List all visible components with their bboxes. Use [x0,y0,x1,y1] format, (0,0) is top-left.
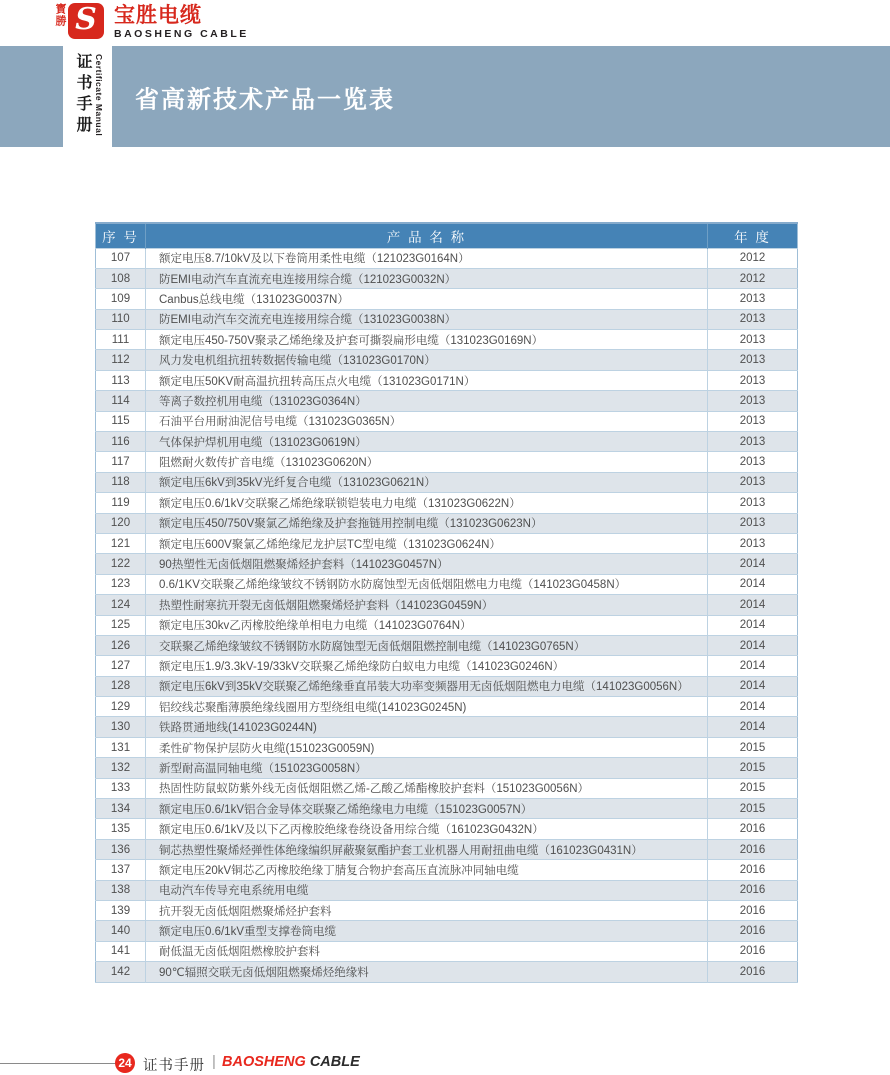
spine-title-english: Certificate Manual [94,54,104,137]
table-row [96,962,798,982]
products-table [95,222,798,983]
cell-name: 额定电压600V聚氯乙烯绝缘尼龙护层TC型电缆（131023G0624N） [146,533,708,553]
cell-year: 2016 [708,941,798,961]
cell-no: 131 [96,737,146,757]
cell-no: 120 [96,513,146,533]
cell-no: 110 [96,309,146,329]
table-row [96,411,798,431]
cell-year: 2013 [708,533,798,553]
cell-year: 2015 [708,799,798,819]
cell-name: 柔性矿物保护层防火电缆(151023G0059N) [146,737,708,757]
cell-no: 112 [96,350,146,370]
cell-no: 138 [96,880,146,900]
table-row [96,635,798,655]
cell-name: 抗开裂无卤低烟阻燃聚烯烃护套料 [146,901,708,921]
table-row [96,921,798,941]
cell-name: 新型耐高温同轴电缆（151023G0058N） [146,758,708,778]
cell-no: 113 [96,370,146,390]
cell-year: 2013 [708,472,798,492]
column-header-number: 序 号 [96,223,146,248]
cell-no: 116 [96,432,146,452]
cell-no: 139 [96,901,146,921]
page-number-badge: 24 [115,1053,135,1073]
cell-name: 额定电压50KV耐高温抗扭转高压点火电缆（131023G0171N） [146,370,708,390]
cell-year: 2012 [708,248,798,268]
brand-name-chinese: 宝胜电缆 [114,4,202,27]
cell-year: 2013 [708,309,798,329]
spine-title-chinese: 证书手册 [74,53,91,137]
cell-no: 142 [96,962,146,982]
cell-no: 118 [96,472,146,492]
page-title: 省高新技术产品一览表 [135,86,395,113]
cell-year: 2016 [708,839,798,859]
cell-year: 2014 [708,615,798,635]
logo-seal-text: 寳勝 [54,3,66,27]
table-row [96,676,798,696]
page-title-banner [0,46,890,147]
cell-no: 124 [96,595,146,615]
cell-year: 2016 [708,901,798,921]
cell-name: 热固性防鼠蚁防紫外线无卤低烟阻燃乙烯-乙酸乙烯酯橡胶护套料（151023G0056N） [146,778,708,798]
cell-name: 防EMI电动汽车交流充电连接用综合缆（131023G0038N） [146,309,708,329]
table-body [96,248,798,982]
cell-name: 额定电压450-750V聚录乙烯绝缘及护套可撕裂扁形电缆（131023G0169N） [146,330,708,350]
page-footer [0,1052,890,1075]
table-row [96,493,798,513]
brand-text [114,4,249,40]
table-row [96,717,798,737]
cell-name: 气体保护焊机用电缆（131023G0619N） [146,432,708,452]
cell-year: 2016 [708,921,798,941]
cell-name: 0.6/1KV交联聚乙烯绝缘皱纹不锈钢防水防腐蚀型无卤低烟阻燃电力电缆（141023G0458N） [146,574,708,594]
table-row [96,391,798,411]
cell-no: 126 [96,635,146,655]
table-row [96,574,798,594]
brand-name-english: BAOSHENG CABLE [114,28,249,41]
manual-spine [63,46,112,147]
cell-name: 石油平台用耐油泥信号电缆（131023G0365N） [146,411,708,431]
cell-year: 2013 [708,330,798,350]
table-row [96,432,798,452]
cell-name: 铜芯热塑性聚烯烃弹性体绝缘编织屏蔽聚氨酯护套工业机器人用耐扭曲电缆（161023G0431N） [146,839,708,859]
cell-year: 2013 [708,411,798,431]
cell-name: 额定电压0.6/1kV及以下乙丙橡胶绝缘卷绕设备用综合缆（161023G0432N） [146,819,708,839]
cell-year: 2014 [708,635,798,655]
footer-brand [222,1054,360,1070]
cell-no: 129 [96,697,146,717]
cell-year: 2015 [708,758,798,778]
table-row [96,778,798,798]
cell-name: 耐低温无卤低烟阻燃橡胶护套料 [146,941,708,961]
table-row [96,941,798,961]
cell-no: 127 [96,656,146,676]
cell-year: 2013 [708,452,798,472]
column-header-year: 年 度 [708,223,798,248]
cell-year: 2013 [708,493,798,513]
cell-name: 额定电压6kV到35kV交联聚乙烯绝缘垂直吊装大功率变频器用无卤低烟阻燃电力电缆（141023G0056N） [146,676,708,696]
cell-no: 128 [96,676,146,696]
cell-year: 2014 [708,656,798,676]
cell-no: 136 [96,839,146,859]
table-row [96,268,798,288]
cell-no: 134 [96,799,146,819]
cell-year: 2014 [708,717,798,737]
cell-year: 2014 [708,676,798,696]
table-row [96,901,798,921]
table-row [96,554,798,574]
cell-name: 额定电压1.9/3.3kV-19/33kV交联聚乙烯绝缘防白蚁电力电缆（141023G0246N） [146,656,708,676]
cell-no: 140 [96,921,146,941]
footer-separator: | [212,1053,216,1070]
cell-year: 2014 [708,595,798,615]
cell-no: 117 [96,452,146,472]
cell-name: 电动汽车传导充电系统用电缆 [146,880,708,900]
cell-no: 108 [96,268,146,288]
table-header-row [96,223,798,248]
cell-no: 135 [96,819,146,839]
table-row [96,350,798,370]
table-row [96,370,798,390]
cell-no: 132 [96,758,146,778]
cell-no: 137 [96,860,146,880]
cell-name: 90℃辐照交联无卤低烟阻燃聚烯烃绝缘料 [146,962,708,982]
column-header-product-name: 产 品 名 称 [146,223,708,248]
table-row [96,452,798,472]
table-row [96,758,798,778]
table-row [96,819,798,839]
cell-year: 2014 [708,554,798,574]
cell-name: 防EMI电动汽车直流充电连接用综合缆（121023G0032N） [146,268,708,288]
table-row [96,472,798,492]
table-row [96,595,798,615]
table-row [96,697,798,717]
table-row [96,309,798,329]
logo-letter: S [75,2,97,37]
cell-year: 2012 [708,268,798,288]
table-row [96,799,798,819]
cell-name: 阻燃耐火数传扩音电缆（131023G0620N） [146,452,708,472]
cell-name: 额定电压30kv乙丙橡胶绝缘单相电力电缆（141023G0764N） [146,615,708,635]
cell-year: 2013 [708,350,798,370]
footer-manual-label: 证书手册 [143,1058,205,1074]
cell-name: 风力发电机组抗扭转数据传输电缆（131023G0170N） [146,350,708,370]
table-row [96,615,798,635]
cell-no: 114 [96,391,146,411]
cell-no: 133 [96,778,146,798]
cell-name: 额定电压0.6/1kV重型支撑卷筒电缆 [146,921,708,941]
cell-no: 141 [96,941,146,961]
table-row [96,880,798,900]
table-row [96,289,798,309]
cell-no: 119 [96,493,146,513]
table-row [96,656,798,676]
cell-no: 115 [96,411,146,431]
cell-year: 2013 [708,370,798,390]
cell-name: 额定电压6kV到35kV光纤复合电缆（131023G0621N） [146,472,708,492]
cell-name: 额定电压8.7/10kV及以下卷筒用柔性电缆（121023G0164N） [146,248,708,268]
cell-name: 等离子数控机用电缆（131023G0364N） [146,391,708,411]
cell-no: 109 [96,289,146,309]
cell-year: 2016 [708,860,798,880]
products-table-wrapper [95,222,798,983]
cell-year: 2015 [708,737,798,757]
table-row [96,737,798,757]
cell-year: 2016 [708,819,798,839]
cell-name: 热塑性耐寒抗开裂无卤低烟阻燃聚烯烃护套料（141023G0459N） [146,595,708,615]
cell-name: 90热塑性无卤低烟阻燃聚烯烃护套料（141023G0457N） [146,554,708,574]
table-row [96,839,798,859]
baosheng-s-logo-icon [68,3,104,39]
cell-name: 额定电压0.6/1kV交联聚乙烯绝缘联锁铠装电力电缆（131023G0622N） [146,493,708,513]
footer-brand-dark: CABLE [309,1054,360,1070]
cell-name: 额定电压0.6/1kV铝合金导体交联聚乙烯绝缘电力电缆（151023G0057N） [146,799,708,819]
cell-name: 铁路贯通地线(141023G0244N) [146,717,708,737]
table-row [96,248,798,268]
cell-no: 122 [96,554,146,574]
cell-no: 107 [96,248,146,268]
cell-no: 125 [96,615,146,635]
cell-name: 额定电压450/750V聚氯乙烯绝缘及护套拖链用控制电缆（131023G0623N） [146,513,708,533]
table-row [96,533,798,553]
cell-year: 2016 [708,880,798,900]
cell-name: 额定电压20kV铜芯乙丙橡胶绝缘丁腈复合物护套高压直流脉冲同轴电缆 [146,860,708,880]
cell-no: 130 [96,717,146,737]
cell-year: 2016 [708,962,798,982]
table-row [96,513,798,533]
cell-year: 2013 [708,289,798,309]
cell-year: 2014 [708,574,798,594]
cell-year: 2013 [708,513,798,533]
footer-rule [0,1063,118,1064]
cell-year: 2014 [708,697,798,717]
cell-year: 2013 [708,391,798,411]
table-row [96,860,798,880]
footer-brand-red: BAOSHENG [222,1054,306,1070]
cell-no: 123 [96,574,146,594]
cell-no: 111 [96,330,146,350]
cell-name: Canbus总线电缆（131023G0037N） [146,289,708,309]
cell-year: 2015 [708,778,798,798]
cell-no: 121 [96,533,146,553]
cell-name: 交联聚乙烯绝缘皱纹不锈钢防水防腐蚀型无卤低烟阻燃控制电缆（141023G0765N） [146,635,708,655]
cell-year: 2013 [708,432,798,452]
cell-name: 铝绞线芯聚酯薄膜绝缘线圈用方型绕组电缆(141023G0245N) [146,697,708,717]
table-row [96,330,798,350]
